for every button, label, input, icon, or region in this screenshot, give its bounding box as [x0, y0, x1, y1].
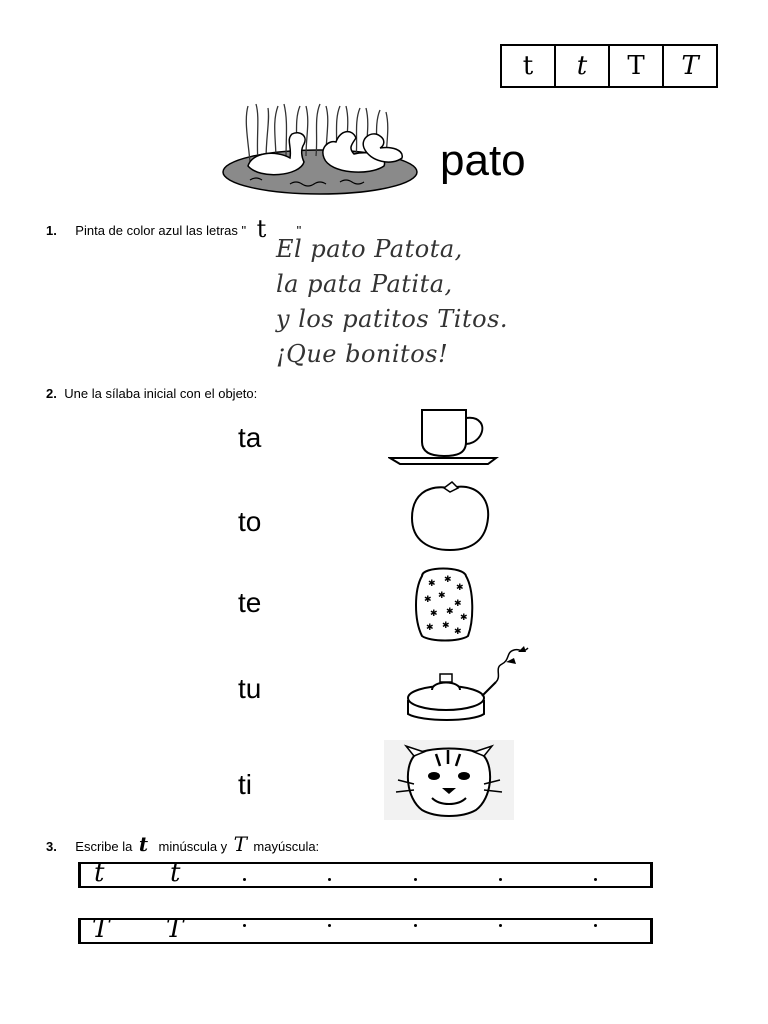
svg-text:✱: ✱	[460, 613, 468, 623]
poem	[276, 232, 508, 372]
svg-text:✱: ✱	[446, 607, 454, 617]
svg-text:✱: ✱	[454, 599, 462, 609]
guide-letter: t	[94, 858, 105, 888]
guide-dot	[414, 924, 417, 927]
question-2	[46, 385, 257, 403]
question-text: minúscula y	[158, 839, 228, 854]
guide-letter: T	[92, 914, 110, 944]
syllable-ta[interactable]: ta	[238, 422, 262, 453]
cup-icon[interactable]	[388, 404, 500, 468]
letter-print-lower: t	[502, 46, 556, 86]
poem-line: El pato Patota,	[276, 235, 463, 263]
question-number: 3.	[46, 839, 57, 854]
guide-dot	[328, 878, 331, 881]
syllable-ti[interactable]: ti	[238, 769, 252, 800]
guide-letter: t	[170, 858, 181, 888]
svg-text:✱: ✱	[424, 595, 432, 605]
letter-print-upper: T	[610, 46, 664, 86]
svg-text:✱: ✱	[430, 609, 438, 619]
guide-dot	[594, 878, 597, 881]
svg-text:✱: ✱	[444, 575, 452, 585]
guide-dot	[499, 878, 502, 881]
question-text: Une la sílaba inicial con el objeto:	[64, 386, 258, 401]
practice-line-uppercase[interactable]	[78, 914, 653, 944]
svg-text:✱: ✱	[456, 583, 464, 593]
syllable-to[interactable]: to	[238, 506, 262, 537]
script-uppercase-t: T	[233, 832, 247, 856]
quote-close: "	[296, 223, 302, 238]
duck-pond-illustration	[220, 100, 420, 196]
apple-icon[interactable]	[406, 478, 494, 554]
syllable-te[interactable]: te	[238, 587, 262, 618]
practice-line-lowercase[interactable]	[78, 858, 653, 888]
svg-text:✱: ✱	[438, 591, 446, 601]
target-letter: t	[256, 215, 267, 243]
kettle-icon[interactable]	[402, 642, 532, 726]
question-number: 2.	[46, 386, 57, 401]
guide-dot	[594, 924, 597, 927]
syllable-tu[interactable]: tu	[238, 673, 262, 704]
tiger-icon[interactable]	[384, 740, 514, 820]
svg-text:✱: ✱	[428, 579, 436, 589]
poem-line: y los patitos Titos.	[276, 305, 509, 333]
letter-forms-box	[500, 44, 718, 88]
title-word: pato	[440, 136, 526, 185]
question-text: Pinta de color azul las letras "	[75, 223, 247, 238]
question-3	[46, 832, 319, 856]
guide-dot	[243, 924, 246, 927]
poem-line: ¡Que bonitos!	[276, 340, 449, 368]
question-text: mayúscula:	[253, 839, 320, 854]
cactus-icon[interactable]	[408, 562, 480, 644]
guide-dot	[243, 878, 246, 881]
svg-text:✱: ✱	[426, 623, 434, 633]
guide-letter: T	[166, 914, 184, 944]
question-text: Escribe la	[75, 839, 133, 854]
svg-text:✱: ✱	[454, 627, 462, 637]
script-lowercase-t: t	[138, 832, 149, 856]
poem-line: la pata Patita,	[276, 270, 453, 298]
question-number: 1.	[46, 223, 57, 238]
question-1	[46, 215, 301, 243]
svg-text:✱: ✱	[442, 621, 450, 631]
guide-dot	[328, 924, 331, 927]
letter-script-upper: T	[681, 51, 699, 81]
guide-dot	[499, 924, 502, 927]
guide-dot	[414, 878, 417, 881]
letter-script-lower: t	[556, 46, 610, 86]
